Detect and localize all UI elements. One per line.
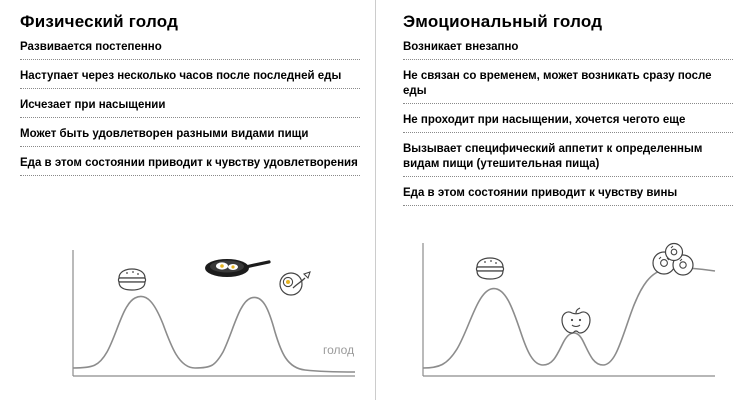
list-item: Возникает внезапно <box>403 40 733 60</box>
frying-pan-icon <box>205 259 271 277</box>
burger-icon <box>477 258 504 279</box>
chart-svg-emotional <box>405 237 735 392</box>
page-title-emotional: Эмоциональный голод <box>403 12 603 31</box>
chicken-leg-icon <box>280 272 310 295</box>
list-item: Исчезает при насыщении <box>20 98 360 118</box>
page-title-physical: Физический голод <box>20 12 179 31</box>
apple-icon <box>562 308 590 333</box>
bullet-list-emotional <box>403 40 733 215</box>
chart-physical-hunger <box>55 242 375 392</box>
list-item: Не связан со временем, может возникать сразу после еды <box>403 69 733 104</box>
list-item: Еда в этом состоянии приводит к чувству вины <box>403 186 733 206</box>
list-item: Еда в этом состоянии приводит к чувству удовлетворения <box>20 156 360 176</box>
chart-svg-physical <box>55 242 375 392</box>
bullet-list-physical <box>20 40 360 185</box>
list-item: Не проходит при насыщении, хочется чегото еще <box>403 113 733 133</box>
chart-label-hunger: голод <box>323 343 355 357</box>
list-item: Вызывает специфический аппетит к определенным видам пищи (утешительная пища) <box>403 142 733 177</box>
chart-emotional-hunger <box>405 237 735 392</box>
list-item: Наступает через несколько часов после последней еды <box>20 69 360 89</box>
hunger-curve <box>73 296 355 372</box>
list-item: Развивается постепенно <box>20 40 360 60</box>
burger-icon <box>119 269 146 290</box>
column-emotional-hunger <box>375 0 750 400</box>
list-item: Может быть удовлетворен разными видами пищи <box>20 127 360 147</box>
donuts-icon <box>653 244 693 276</box>
